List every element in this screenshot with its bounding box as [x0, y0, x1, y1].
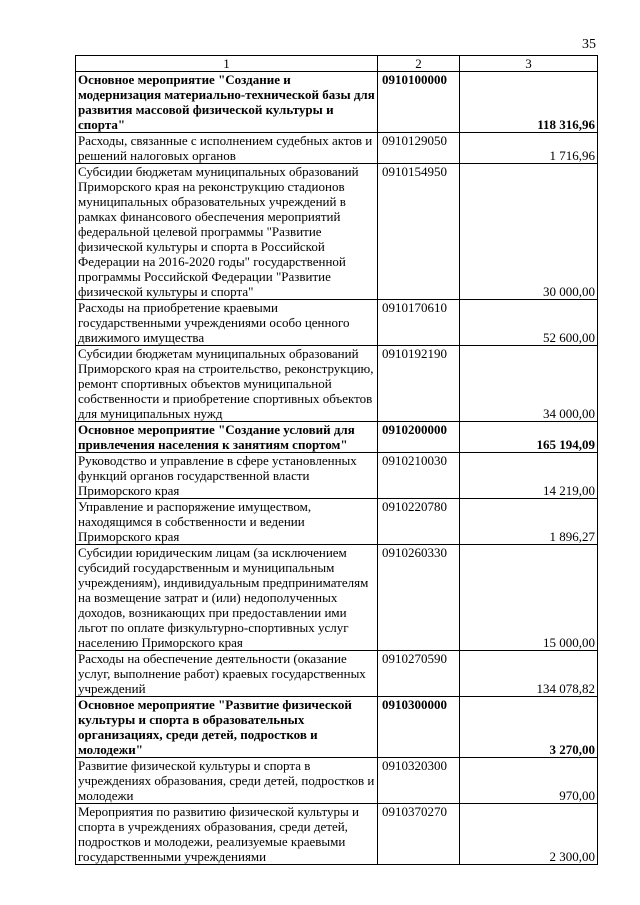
table-row — [76, 300, 598, 346]
row-amount: 1 716,96 — [460, 133, 598, 164]
row-description: Развитие физической культуры и спорта в учреждениях образования, среди детей, подростков и молодежи — [76, 758, 378, 804]
row-description: Субсидии бюджетам муниципальных образований Приморского края на строительство, реконструкцию, ремонт спортивных объектов муниципальной собственности и приобретение спортивных объектов для муниципальных нужд — [76, 346, 378, 422]
column-header: 1 — [76, 56, 378, 72]
table-row — [76, 758, 598, 804]
row-amount: 30 000,00 — [460, 164, 598, 300]
table-row — [76, 453, 598, 499]
row-description: Основное мероприятие "Развитие физической культуры и спорта в образовательных организациях, среди детей, подростков и молодежи" — [76, 697, 378, 758]
column-header: 2 — [378, 56, 460, 72]
row-code: 0910320300 — [378, 758, 460, 804]
column-header: 3 — [460, 56, 598, 72]
table-row — [76, 422, 598, 453]
page-number: 35 — [582, 37, 596, 52]
row-code: 0910129050 — [378, 133, 460, 164]
table-row — [76, 651, 598, 697]
row-code: 0910100000 — [378, 72, 460, 133]
row-amount: 165 194,09 — [460, 422, 598, 453]
row-description: Мероприятия по развитию физической культуры и спорта в учреждениях образования, среди детей, подростков и молодежи, реализуемые краевыми государственными учреждениями — [76, 804, 378, 865]
row-description: Расходы, связанные с исполнением судебных актов и решений налоговых органов — [76, 133, 378, 164]
row-code: 0910260330 — [378, 545, 460, 651]
row-description: Основное мероприятие "Создание условий для привлечения населения к занятиям спортом" — [76, 422, 378, 453]
table-row — [76, 499, 598, 545]
row-amount: 118 316,96 — [460, 72, 598, 133]
table-row — [76, 804, 598, 865]
row-amount: 14 219,00 — [460, 453, 598, 499]
row-amount: 2 300,00 — [460, 804, 598, 865]
row-description: Расходы на обеспечение деятельности (оказание услуг, выполнение работ) краевых государственных учреждений — [76, 651, 378, 697]
row-description: Субсидии бюджетам муниципальных образований Приморского края на реконструкцию стадионов муниципальных образовательных учреждений в рамках финансового обеспечения мероприятий федеральной целевой программы "Развитие физической культуры и спорта в Российской Федерации на 2016-2020 годы" государственной программы Российской Федерации "Развитие физической культуры и спорта" — [76, 164, 378, 300]
row-code: 0910170610 — [378, 300, 460, 346]
row-description: Основное мероприятие "Создание и модернизация материально-технической базы для развития массовой физической культуры и спорта" — [76, 72, 378, 133]
table-row — [76, 133, 598, 164]
row-amount: 3 270,00 — [460, 697, 598, 758]
budget-table — [75, 55, 598, 865]
row-amount: 970,00 — [460, 758, 598, 804]
row-amount: 1 896,27 — [460, 499, 598, 545]
table-row — [76, 72, 598, 133]
row-description: Расходы на приобретение краевыми государственными учреждениями особо ценного движимого имущества — [76, 300, 378, 346]
row-code: 0910300000 — [378, 697, 460, 758]
table-row — [76, 346, 598, 422]
row-code: 0910370270 — [378, 804, 460, 865]
table-row — [76, 697, 598, 758]
row-code: 0910192190 — [378, 346, 460, 422]
row-code: 0910154950 — [378, 164, 460, 300]
row-code: 0910200000 — [378, 422, 460, 453]
row-amount: 52 600,00 — [460, 300, 598, 346]
row-amount: 34 000,00 — [460, 346, 598, 422]
row-amount: 15 000,00 — [460, 545, 598, 651]
row-description: Руководство и управление в сфере установленных функций органов государственной власти Приморского края — [76, 453, 378, 499]
row-description: Управление и распоряжение имуществом, находящимся в собственности и ведении Приморского края — [76, 499, 378, 545]
row-amount: 134 078,82 — [460, 651, 598, 697]
row-code: 0910210030 — [378, 453, 460, 499]
row-description: Субсидии юридическим лицам (за исключением субсидий государственным и муниципальным учреждениям), индивидуальным предпринимателям на возмещение затрат и (или) недополученных доходов, возникающих при предоставлении ими льгот по оплате физкультурно-спортивных услуг населению Приморского края — [76, 545, 378, 651]
table-header-row — [76, 56, 598, 72]
table-row — [76, 164, 598, 300]
row-code: 0910220780 — [378, 499, 460, 545]
table-row — [76, 545, 598, 651]
row-code: 0910270590 — [378, 651, 460, 697]
